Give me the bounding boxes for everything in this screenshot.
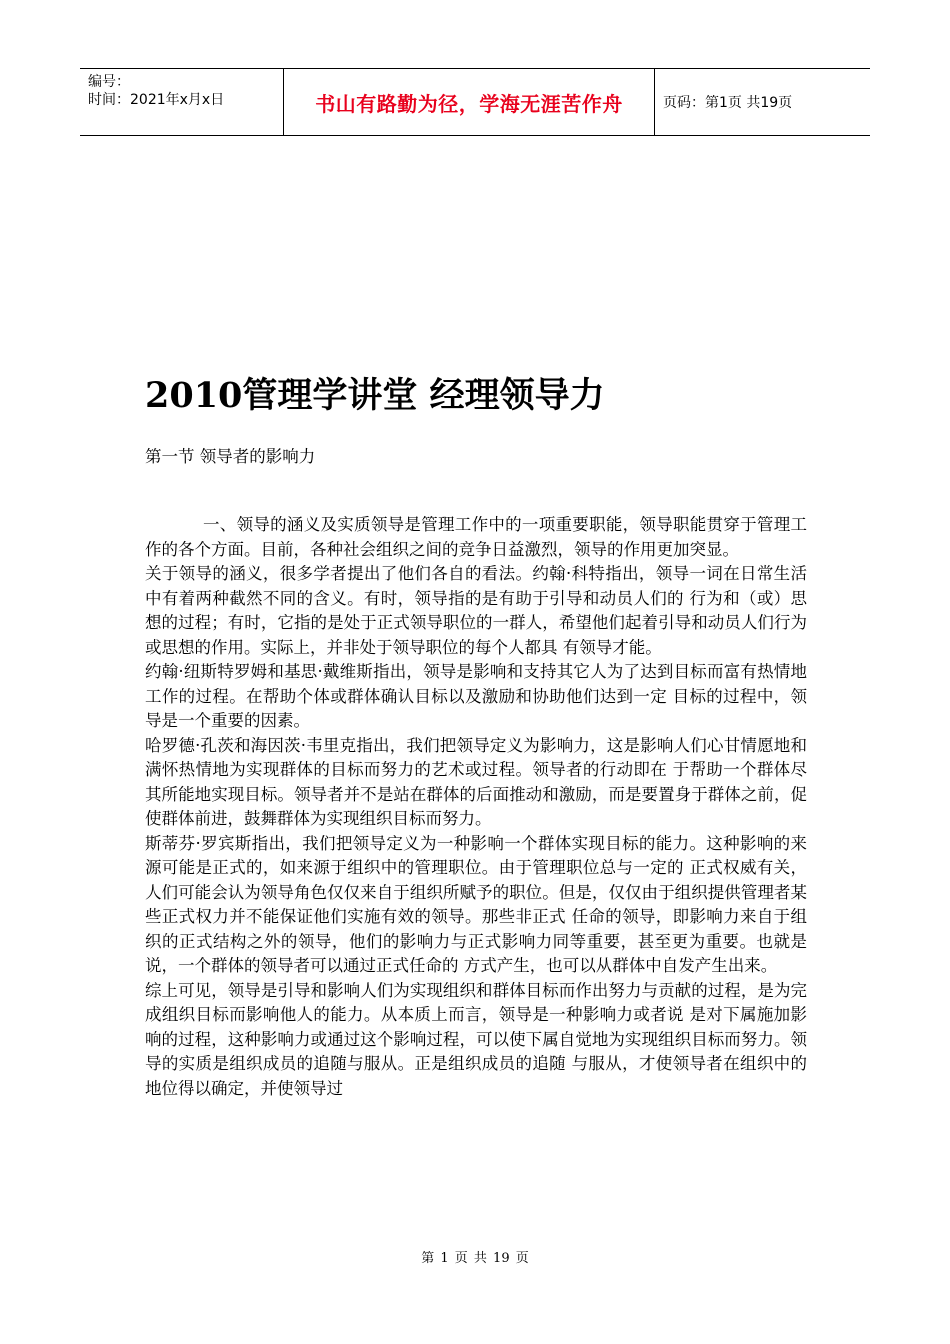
document-title: 2010管理学讲堂 经理领导力 (145, 375, 605, 416)
body-text (145, 513, 807, 1101)
document-header (80, 68, 870, 136)
paragraph: 关于领导的涵义，很多学者提出了他们各自的看法。约翰·科特指出，领导一词在日常生活中有着两种截然不同的含义。有时，领导指的是有助于引导和动员人们的 行为和（或）思想的过程；有时，它指的是处于正式领导职位的一群人，希望他们起着引导和动员人们行为或思想的作用。实际上，并非处于领导职位的每个人都具 有领导才能。 (145, 564, 807, 657)
header-motto: 书山有路勤为径，学海无涯苦作舟 (283, 69, 655, 135)
date-label: 时间：2021年x月x日 (88, 92, 225, 108)
paragraph: 综上可见，领导是引导和影响人们为实现组织和群体目标而作出努力与贡献的过程，是为完成组织目标而影响他人的能力。从本质上而言，领导是一种影响力或者说 是对下属施加影响的过程，这种影响力或通过这个影响过程，可以使下属自觉地为实现组织目标而努力。领导的实质是组织成员的追随与服从。正是组织成员的追随 与服从，才使领导者在组织中的地位得以确定，并使领导过 (145, 980, 807, 1098)
section-heading: 第一节 领导者的影响力 (145, 447, 316, 466)
paragraph: 约翰·纽斯特罗姆和基思·戴维斯指出，领导是影响和支持其它人为了达到目标而富有热情地工作的过程。在帮助个体或群体确认目标以及激励和协助他们达到一定 目标的过程中，领导是一个重要的因素。 (145, 662, 807, 730)
paragraph: 斯蒂芬·罗宾斯指出，我们把领导定义为一种影响一个群体实现目标的能力。这种影响的来源可能是正式的，如来源于组织中的管理职位。由于管理职位总与一定的 正式权威有关，人们可能会认为领导角色仅仅来自于组织所赋予的职位。但是，仅仅由于组织提供管理者某些正式权力并不能保证他们实施有效的领导。那些非正式 任命的领导，即影响力来自于组织的正式结构之外的领导，他们的影响力与正式影响力同等重要，甚至更为重要。也就是说，一个群体的领导者可以通过正式任命的 方式产生，也可以从群体中自发产生出来。 (145, 833, 807, 975)
serial-number-label: 编号： (88, 74, 130, 90)
paragraph: 一、领导的涵义及实质领导是管理工作中的一项重要职能，领导职能贯穿于管理工作的各个方面。目前，各种社会组织之间的竞争日益激烈，领导的作用更加突显。 (145, 515, 807, 559)
paragraph: 哈罗德·孔茨和海因茨·韦里克指出，我们把领导定义为影响力，这是影响人们心甘情愿地和满怀热情地为实现群体的目标而努力的艺术或过程。领导者的行动即在 于帮助一个群体尽其所能地实现目标。领导者并不是站在群体的后面推动和激励，而是要置身于群体之前，促使群体前进，鼓舞群体为实现组织目标而努力。 (145, 735, 807, 828)
header-page-code: 页码：第1页 共19页 (663, 95, 793, 111)
page-footer: 第 1 页 共 19 页 (421, 1251, 529, 1266)
header-meta (80, 69, 283, 135)
